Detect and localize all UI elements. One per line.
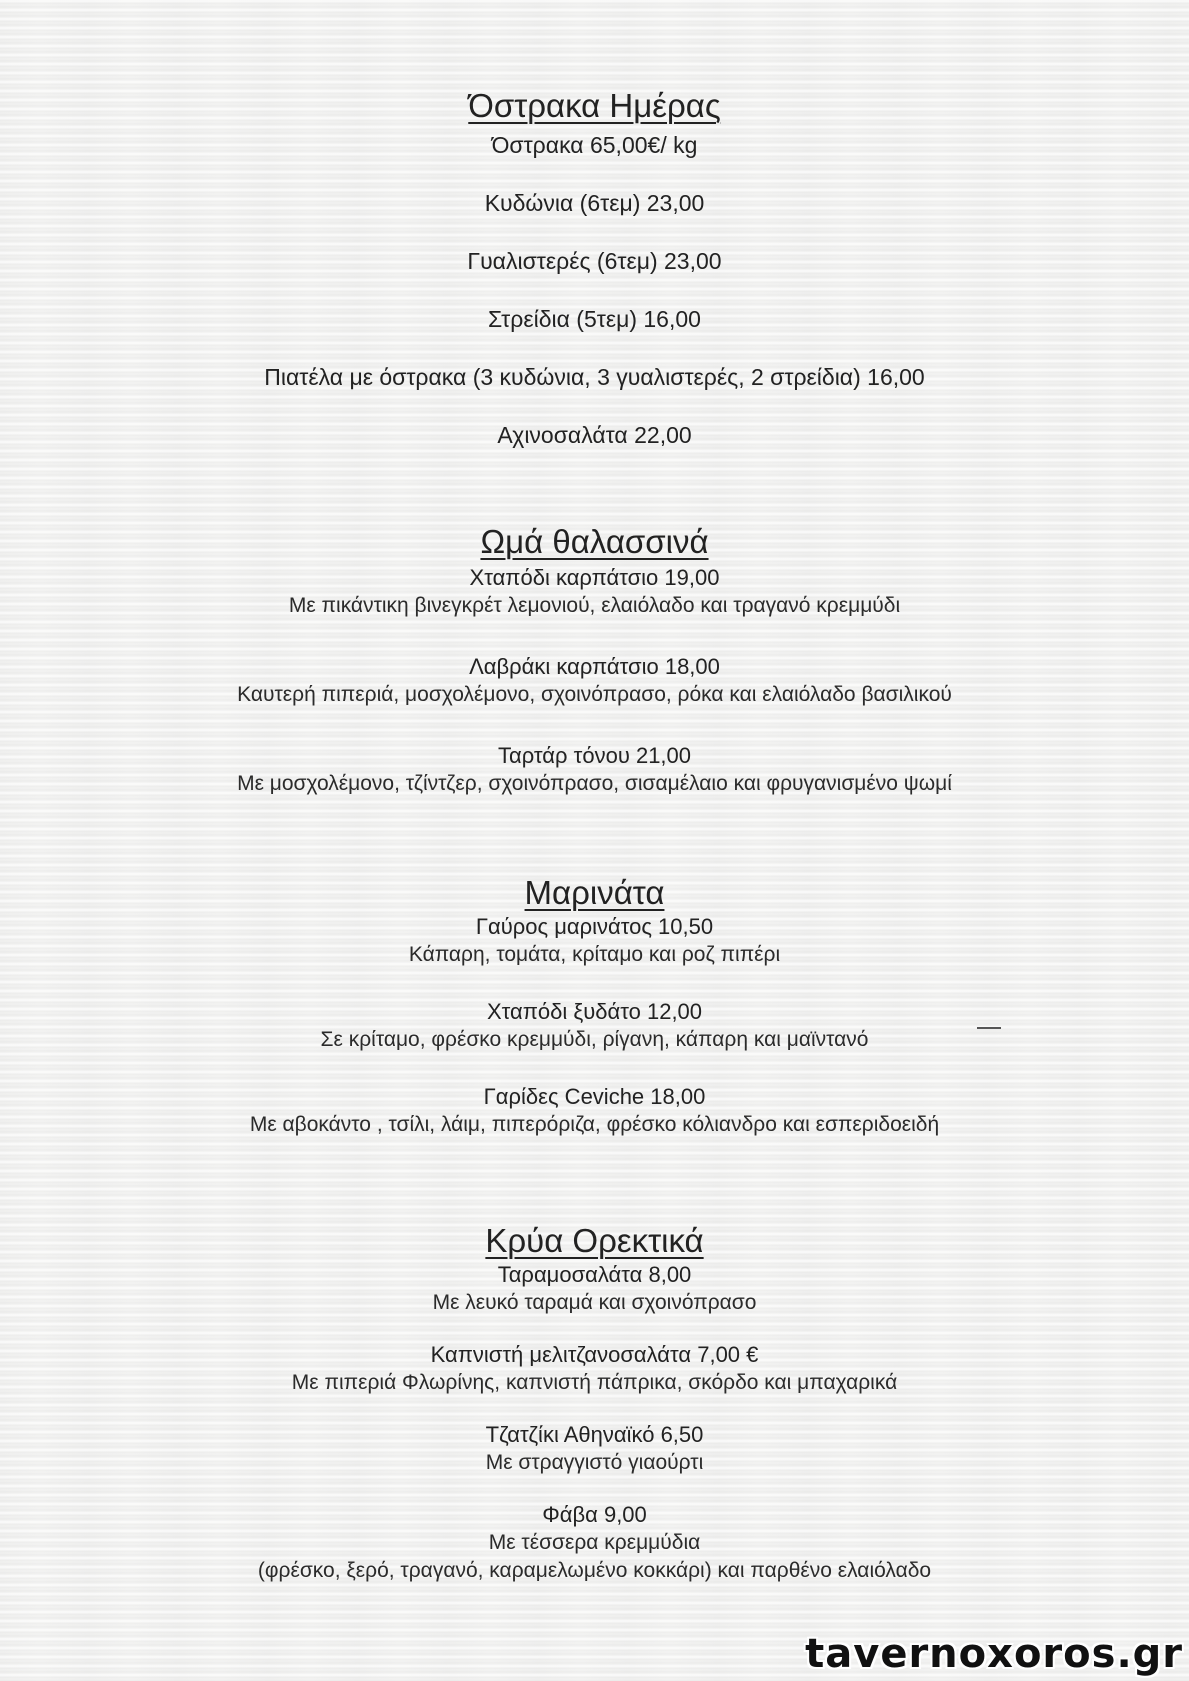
item-description: Με μοσχολέμονο, τζίντζερ, σχοινόπρασο, σισαμέλαιο και φρυγανισμένο ψωμί (237, 772, 952, 795)
menu-line: Αχινοσαλάτα 22,00 (497, 422, 692, 448)
section-raw-seafood (0, 522, 1189, 802)
site-watermark: tavernoxoros.gr (805, 1631, 1183, 1677)
menu-item (0, 998, 1189, 1083)
section-marinated (0, 873, 1189, 1143)
menu-item (0, 1261, 1189, 1341)
menu-line: Πιατέλα με όστρακα (3 κυδώνια, 3 γυαλιστερές, 2 στρείδια) 16,00 (264, 364, 925, 390)
item-name: Λαβράκι καρπάτσιο 18,00 (469, 654, 720, 679)
item-description: Κάπαρη, τομάτα, κρίταμο και ροζ πιπέρι (408, 943, 781, 966)
menu-item (0, 1341, 1189, 1421)
item-description: Καυτερή πιπεριά, μοσχολέμονο, σχοινόπρασο, ρόκα και ελαιόλαδο βασιλικού (237, 683, 952, 706)
item-name: Χταπόδι καρπάτσιο 19,00 (469, 565, 720, 590)
section-title: Όστρακα Ημέρας (468, 87, 721, 124)
item-description: Με στραγγιστό γιαούρτι (485, 1451, 704, 1474)
section-cold-appetizers (0, 1221, 1189, 1585)
item-description: Σε κρίταμο, φρέσκο κρεμμύδι, ρίγανη, κάπαρη και μαϊντανό (320, 1028, 869, 1051)
item-name: Ταρτάρ τόνου 21,00 (497, 743, 692, 768)
menu-item (0, 1501, 1189, 1585)
item-name: Καπνιστή μελιτζανοσαλάτα 7,00 € (430, 1342, 759, 1367)
item-description: (φρέσκο, ξερό, τραγανό, καραμελωμένο κοκκάρι) και παρθένο ελαιόλαδο (257, 1559, 932, 1582)
menu-item (0, 1421, 1189, 1501)
menu-item (0, 913, 1189, 998)
menu-line: Όστρακα 65,00€/ kg (491, 132, 698, 158)
item-name: Γαύρος μαρινάτος 10,50 (475, 914, 714, 939)
item-name: Ταραμοσαλάτα 8,00 (497, 1262, 692, 1287)
item-list (0, 1261, 1189, 1585)
item-name: Φάβα 9,00 (542, 1502, 647, 1527)
item-list (0, 564, 1189, 802)
section-title: Ωμά θαλασσινά (480, 523, 709, 560)
section-title: Κρύα Ορεκτικά (485, 1222, 704, 1259)
item-description: Με λευκό ταραμά και σχοινόπρασο (432, 1291, 757, 1314)
item-name: Τζατζίκι Αθηναϊκό 6,50 (485, 1422, 704, 1447)
item-name: Γαρίδες Ceviche 18,00 (483, 1084, 706, 1109)
item-name: Χταπόδι ξυδάτο 12,00 (486, 999, 703, 1024)
item-description: Με αβοκάντο , τσίλι, λάιμ, πιπερόριζα, φρέσκο κόλιανδρο και εσπεριδοειδή (249, 1113, 940, 1136)
menu-item (0, 742, 1189, 802)
section-shellfish (0, 86, 1189, 478)
menu-item (0, 653, 1189, 742)
menu-line: Γυαλιστερές (6τεμ) 23,00 (467, 248, 722, 274)
menu-line: Κυδώνια (6τεμ) 23,00 (484, 190, 705, 216)
line-list (0, 130, 1189, 478)
item-description: Με πικάντικη βινεγκρέτ λεμονιού, ελαιόλαδο και τραγανό κρεμμύδι (288, 594, 901, 617)
menu-item (0, 1083, 1189, 1143)
item-description: Με πιπεριά Φλωρίνης, καπνιστή πάπρικα, σκόρδο και μπαχαρικά (291, 1371, 898, 1394)
stray-mark (977, 1027, 1001, 1029)
menu-item (0, 564, 1189, 653)
item-list (0, 913, 1189, 1143)
menu-line: Στρείδια (5τεμ) 16,00 (488, 306, 701, 332)
item-description: Με τέσσερα κρεμμύδια (488, 1531, 701, 1554)
section-title: Μαρινάτα (524, 874, 665, 911)
